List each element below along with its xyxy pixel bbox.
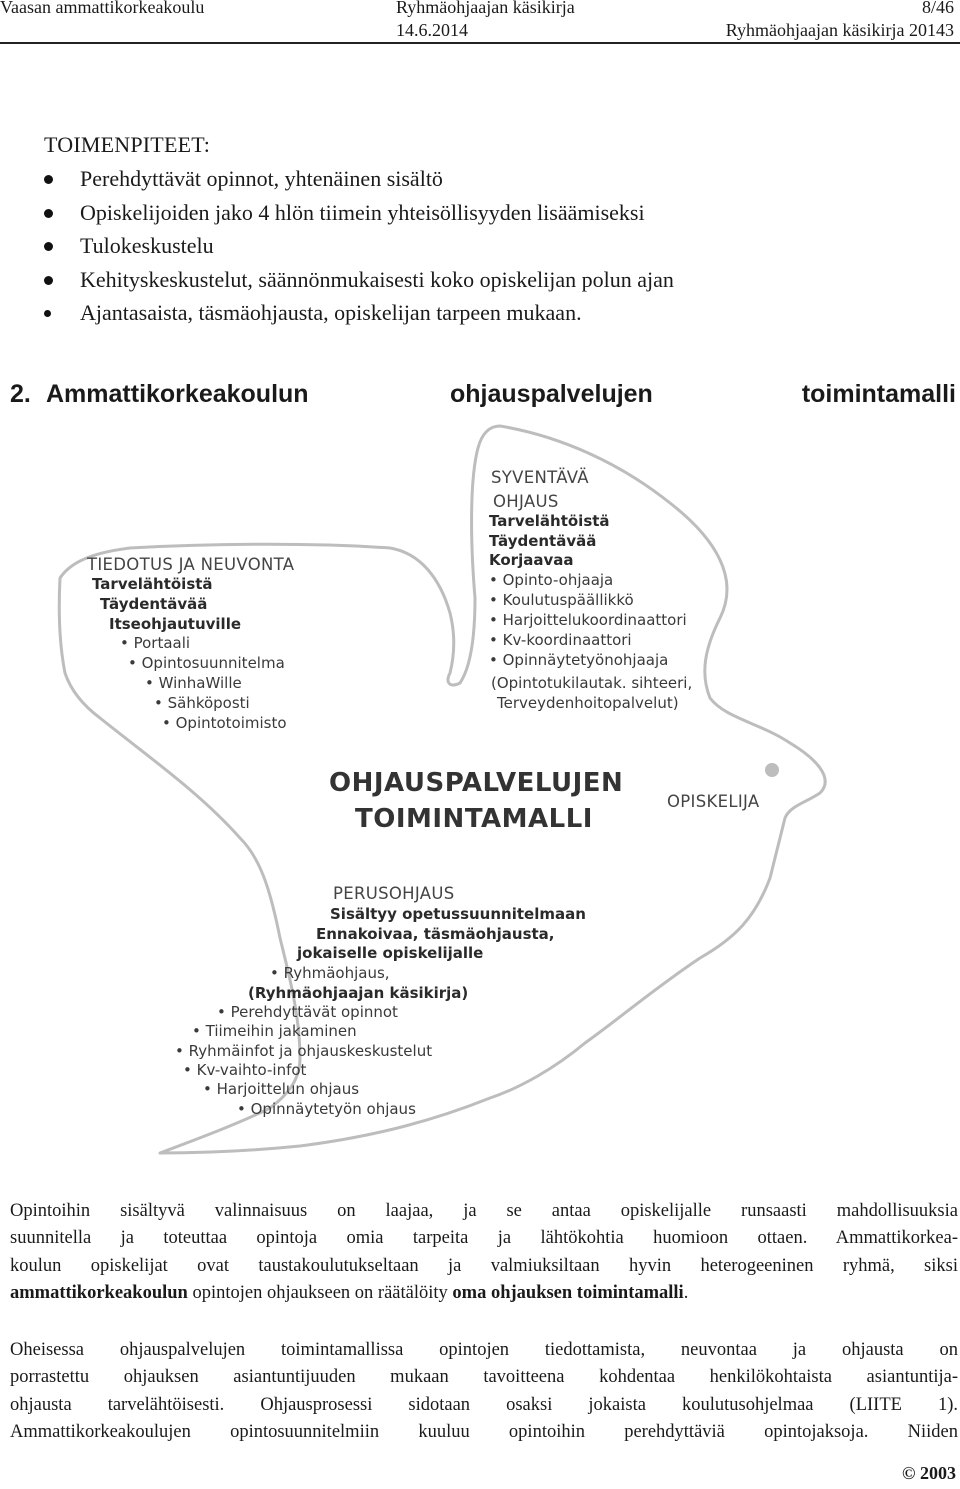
deep-note-1: (Opintotukilautak. sihteeri,: [491, 674, 693, 692]
basic-bold-2: Ennakoivaa, täsmäohjausta,: [316, 925, 555, 943]
list-item: Kehityskeskustelut, säännönmukaisesti koko opiskelijan polun ajan: [44, 263, 674, 297]
bullet-icon: [44, 175, 53, 184]
paragraph-line: suunnitella ja toteuttaa opintoja omia tarpeita ja lähtökohtia huomioon ottaen. Ammattikorkea-: [10, 1228, 958, 1249]
basic-bold-1: Sisältyy opetussuunnitelmaan: [330, 905, 586, 923]
list-item: Ajantasaista, täsmäohjausta, opiskelijan tarpeen mukaan.: [44, 296, 674, 330]
deep-item-5: • Opinnäytetyönohjaaja: [489, 651, 669, 669]
info-bold-2: Täydentävää: [100, 595, 208, 613]
info-bold-1: Tarvelähtöistä: [92, 575, 213, 593]
measures-list: [44, 162, 674, 330]
basic-item-6: • Kv-vaihto-infot: [183, 1061, 307, 1079]
header-date: 14.6.2014: [396, 20, 468, 40]
basic-item-8: • Opinnäytetyön ohjaus: [237, 1100, 416, 1118]
basic-item-3: • Perehdyttävät opinnot: [217, 1003, 398, 1021]
deep-item-1: • Opinto-ohjaaja: [489, 571, 614, 589]
bullet-icon: [44, 310, 51, 317]
info-item-3: • WinhaWille: [145, 674, 242, 692]
basic-item-1: • Ryhmäohjaus,: [270, 964, 390, 982]
bold-phrase: oma ohjauksen toimintamalli: [452, 1283, 684, 1304]
section-heading: [0, 380, 958, 416]
deep-bold-1: Tarvelähtöistä: [489, 512, 610, 530]
header-institution: Vaasan ammattikorkeakoulu: [0, 0, 205, 17]
paragraph-line: Oheisessa ohjauspalvelujen toimintamallissa opintojen tiedottamista, neuvontaa ja ohjausta on: [10, 1340, 958, 1360]
header-page-number: 8/46: [921, 0, 954, 17]
deep-item-3: • Harjoittelukoordinaattori: [489, 611, 687, 629]
info-item-4: • Sähköposti: [154, 694, 250, 712]
dove-eye-icon: [765, 763, 779, 777]
paragraph-line: Opintoihin sisältyvä valinnaisuus on laajaa, ja se antaa opiskelijalle runsaasti mahdollisuuksia: [10, 1201, 958, 1221]
basic-item-7: • Harjoittelun ohjaus: [203, 1080, 360, 1098]
info-item-2: • Opintosuunnitelma: [128, 654, 285, 672]
deep-heading-1: SYVENTÄVÄ: [491, 468, 589, 487]
paragraph-line: koulun opiskelijat ovat taustakoulutukseltaan ja valmiuksiltaan hyvin heterogeeninen ryhmä, siksi: [10, 1255, 958, 1276]
paragraph-line: porrastettu ohjauksen asiantuntijuuden mukaan tavoitteena kohdentaa henkilökohtaista asiantuntija-: [10, 1367, 958, 1388]
diagram-title-line-1: OHJAUSPALVELUJEN: [329, 768, 624, 798]
basic-item-2: (Ryhmäohjaajan käsikirja): [248, 984, 469, 1002]
bold-phrase: ammattikorkeakoulun: [10, 1283, 188, 1304]
section-number: 2.: [10, 380, 31, 408]
page-header-row-2: [0, 20, 960, 42]
bullet-icon: [44, 276, 53, 285]
diagram-title-line-2: TOIMINTAMALLI: [355, 804, 593, 834]
bullet-icon: [44, 242, 53, 251]
body-paragraph-2: [10, 1337, 958, 1447]
deep-item-4: • Kv-koordinaattori: [489, 631, 632, 649]
basic-item-4: • Tiimeihin jakaminen: [192, 1022, 357, 1040]
paragraph-line: ohjausta tarvelähtöisesti. Ohjausprosessi sidotaan osaksi jokaista koulutusohjelmaa (LIITE 1).: [10, 1394, 958, 1415]
page-header-row-1: [0, 0, 960, 19]
list-item: Perehdyttävät opinnot, yhtenäinen sisältö: [44, 162, 674, 196]
list-item: Opiskelijoiden jako 4 hlön tiimein yhteisöllisyyden lisäämiseksi: [44, 196, 674, 230]
list-item: Tulokeskustelu: [44, 229, 674, 263]
deep-item-2: • Koulutuspäällikkö: [489, 591, 634, 609]
copyright-notice: © 2003: [902, 1463, 956, 1483]
basic-bold-3: jokaiselle opiskelijalle: [297, 944, 484, 962]
student-label: OPISKELIJA: [667, 792, 760, 811]
basic-item-5: • Ryhmäinfot ja ohjauskeskustelut: [175, 1042, 433, 1060]
info-heading: TIEDOTUS JA NEUVONTA: [87, 555, 295, 574]
paragraph-line: Ammattikorkeakoulujen opintosuunnitelmiin kuuluu opintoihin perehdyttäviä opintojaksoja. Niiden: [10, 1422, 958, 1443]
section-word-2: ohjauspalvelujen: [450, 380, 653, 408]
measures-title: TOIMENPITEET:: [44, 132, 211, 157]
deep-bold-3: Korjaavaa: [489, 551, 574, 569]
info-item-5: • Opintotoimisto: [162, 714, 287, 732]
section-word-1: Ammattikorkeakoulun: [46, 380, 309, 408]
info-bold-3: Itseohjautuville: [109, 615, 242, 633]
header-doc-title: Ryhmäohjaajan käsikirja: [396, 0, 575, 17]
deep-bold-2: Täydentävää: [489, 532, 597, 550]
guidance-model-diagram: [0, 418, 960, 1168]
basic-heading: PERUSOHJAUS: [333, 884, 455, 903]
deep-note-2: Terveydenhoitopalvelut): [497, 694, 679, 712]
paragraph-line: ammattikorkeakoulun opintojen ohjaukseen on räätälöity oma ohjauksen toimintamalli.: [10, 1283, 689, 1304]
body-paragraph-1: [10, 1198, 958, 1308]
deep-heading-2: OHJAUS: [493, 492, 559, 511]
bullet-icon: [44, 209, 53, 218]
section-word-3: toimintamalli: [801, 380, 956, 408]
header-doc-version: Ryhmäohjaajan käsikirja 20143: [725, 20, 954, 40]
header-rule: [0, 42, 960, 44]
info-item-1: • Portaali: [120, 634, 191, 652]
